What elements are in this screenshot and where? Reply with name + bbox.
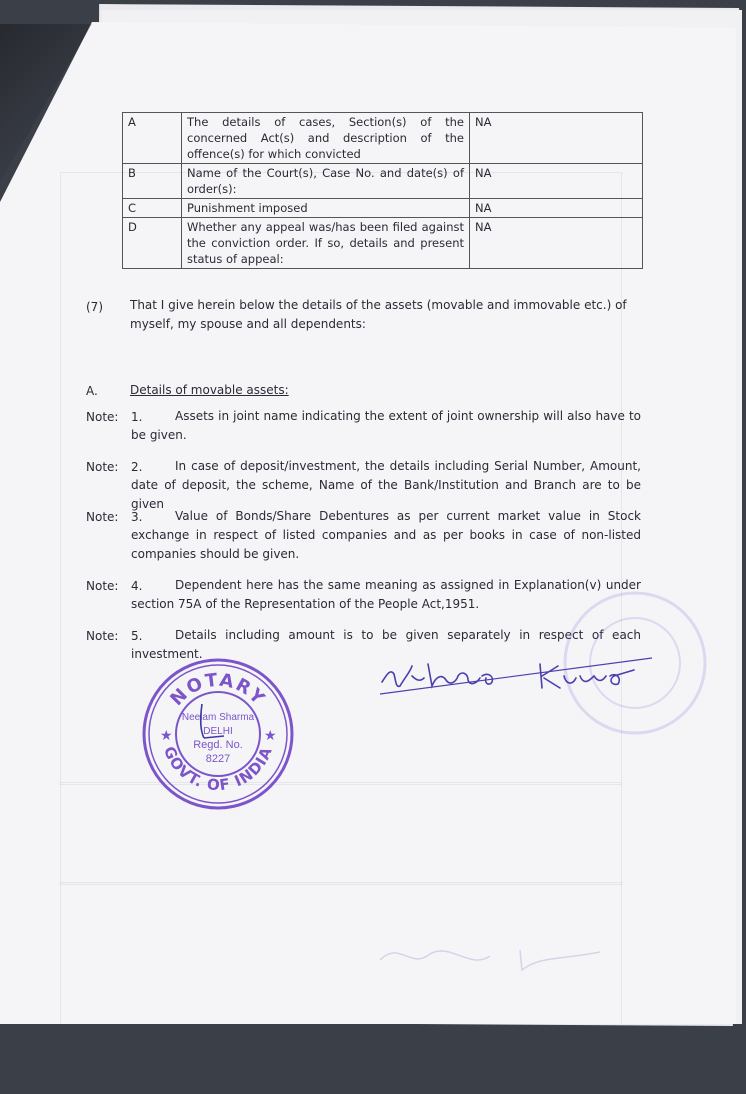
row-key: B — [123, 164, 182, 199]
para7-number: (7) — [86, 300, 103, 314]
section-a-heading — [130, 381, 289, 400]
table-row — [123, 218, 643, 269]
faint-signature-bleed — [370, 930, 630, 980]
star-icon: ★ — [160, 728, 173, 744]
stamp-bottom-text: GOVT. OF INDIA — [159, 743, 276, 795]
note-number: 5. — [131, 629, 143, 643]
para7-text: That I give herein below the details of the assets (movable and immovable etc.) of myself, my spouse and all dependents: — [130, 298, 627, 331]
note-label: Note: — [86, 460, 119, 474]
table-row — [123, 113, 643, 164]
note-text: Value of Bonds/Share Debentures as per current market value in Stock exchange in respect of listed companies and as per books in case of non-listed companies should be given. — [131, 509, 641, 561]
stamp-top-text: NOTARY — [166, 669, 270, 710]
svg-text:GOVT. OF INDIA — [160, 744, 276, 795]
note-text: In case of deposit/investment, the details including Serial Number, Amount, date of deposit, the scheme, Name of the Bank/Institution and Branch are to be given — [131, 459, 641, 511]
note-label: Note: — [86, 629, 119, 643]
bleed-through-line — [60, 882, 622, 885]
note-number: 1. — [131, 410, 143, 424]
row-key: A — [123, 113, 182, 164]
signature — [372, 646, 662, 706]
row-value: NA — [470, 218, 643, 269]
stamp-city: DELHI — [203, 726, 233, 737]
note-number: 2. — [131, 460, 143, 474]
section-a-label: A. — [86, 384, 98, 398]
section-a-heading-text: Details of movable assets: — [130, 383, 289, 397]
row-description: Name of the Court(s), Case No. and date(s) of order(s): — [182, 164, 470, 199]
stamp-number: 8227 — [205, 753, 231, 765]
row-value: NA — [470, 113, 643, 164]
row-value: NA — [470, 199, 643, 218]
note-number: 4. — [131, 579, 143, 593]
row-key: C — [123, 199, 182, 218]
note-label: Note: — [86, 579, 119, 593]
note-text: Details including amount is to be given separately in respect of each investment. — [131, 628, 641, 661]
note-label: Note: — [86, 410, 119, 424]
table-row — [123, 199, 643, 218]
row-key: D — [123, 218, 182, 269]
row-value: NA — [470, 164, 643, 199]
notary-stamp — [140, 656, 296, 812]
note-text: Assets in joint name indicating the extent of joint ownership will also have to be given. — [131, 409, 641, 442]
note-text: Dependent here has the same meaning as assigned in Explanation(v) under section 75A of the Representation of the People Act,1951. — [131, 578, 641, 611]
star-icon: ★ — [264, 728, 277, 744]
row-description: The details of cases, Section(s) of the concerned Act(s) and description of the offence(s) for which convicted — [182, 113, 470, 164]
table-row — [123, 164, 643, 199]
note-number: 3. — [131, 510, 143, 524]
stamp-regd: Regd. No. — [193, 739, 243, 751]
note-label: Note: — [86, 510, 119, 524]
row-description: Punishment imposed — [182, 199, 470, 218]
conviction-details-table — [122, 112, 643, 269]
stamp-name: Neelam Sharma — [181, 712, 255, 723]
row-description: Whether any appeal was/has been filed against the conviction order. If so, details and present status of appeal: — [182, 218, 470, 269]
